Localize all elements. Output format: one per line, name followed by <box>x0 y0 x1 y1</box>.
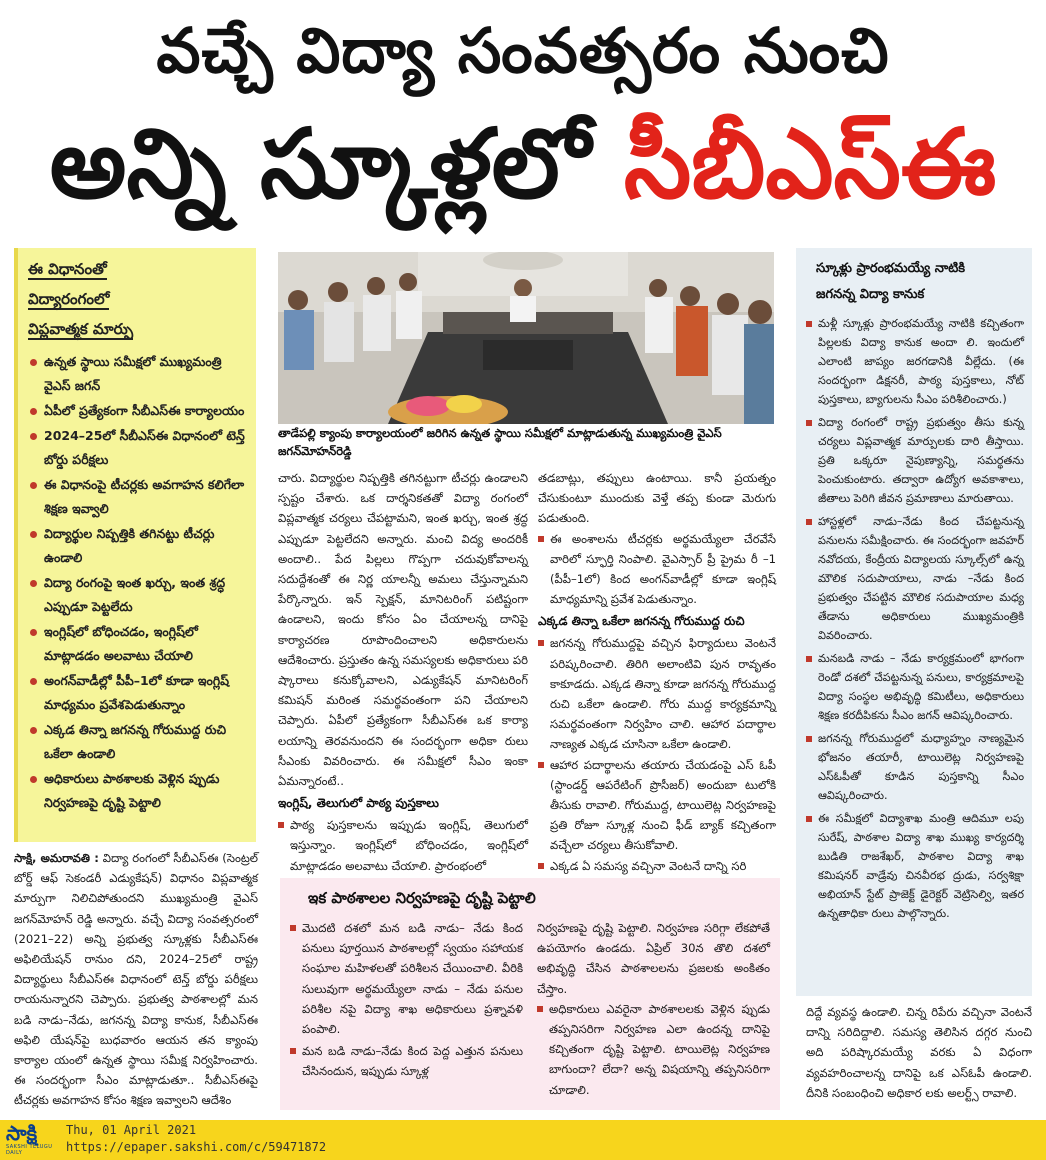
headline-black-part: అన్ని స్కూళ్లలో <box>49 108 591 220</box>
highlight-item: 2024–25లో సీబీఎస్‌ఈ విధానంలో టెన్త్‌ బోర్డు పరీక్షలు <box>28 424 250 472</box>
maintenance-box-title: ఇక పాఠశాలల నిర్వహణపై దృష్టి పెట్టాలి <box>308 889 536 907</box>
article-column-2 <box>278 468 528 876</box>
bullet-paragraph: ఎక్కడ ఏ సమస్య వచ్చినా వెంటనే దాన్ని సరి <box>538 856 776 876</box>
article-continuation: దిద్దే వ్యవస్థ ఉండాలి. చిన్న రిపేరు వచ్చినా వెంటనే దాన్ని సరిదిద్దాలి. సమస్య తెలిసిన దగ్గర నుంచి అది పరిష్కారమయ్యే వరకు ఏ విధంగా వ్యవహరించాలన్న దానిపై ఒక ఎస్‌ఓపీ ఉండాలి. దీనికి సంబంధించి అధికార లకు అలర్ట్స్‌ రావాలి. <box>806 1005 1032 1100</box>
photo-caption: తాడేపల్లి క్యాంపు కార్యాలయంలో జరిగిన ఉన్నత స్థాయి సమీక్షలో మాట్లాడుతున్న ముఖ్యమంత్రి వైఎస్‌ జగన్‌మోహన్‌రెడ్డి <box>278 426 722 458</box>
bullet-paragraph: మొదటి దశలో మన బడి నాడు– నేడు కింద పనులు పూర్తయిన పాఠశాలల్లో స్వయం సహాయక సంఘాల మహిళలతో పరిశీలన చేయించాలి. వీరికి సులువుగా అర్థమయ్యేలా నాడు – నేడు పనుల పరిశీల నపై విద్యా శాఖ అధికారులు ప్రశ్నావళి పంపాలి. <box>290 918 523 1039</box>
bullet-paragraph: ఈ అంశాలను టీచర్లకు అర్థమయ్యేలా చేరవేసే వారిలో స్ఫూర్తి నింపాలి. వైఎస్సార్‌ ప్రీ ప్రైమ రీ –1 (పీపీ–1లో) కింద అంగన్‌వాడీల్లో కూడా ఇంగ్లిష్‌ మాధ్యమాన్ని ప్రవేశ పెడుతున్నాం. <box>538 529 776 610</box>
dateline: సాక్షి, అమరావతి : <box>14 851 99 865</box>
highlights-title-line: ఈ విధానంతో <box>28 260 107 278</box>
article-column-3 <box>538 468 776 876</box>
vidya-kanuka-title-line: స్కూళ్లు ప్రారంభమయ్యే నాటికి <box>816 261 966 276</box>
bullet-paragraph: జగనన్న గోరుముద్దలో మధ్యాహ్నం నాణ్యమైన భోజనం తయారీ, టాయిలెట్ల నిర్వహణపై ఎస్‌ఓపీతో కూడిన పుస్తకాన్ని సీఎం ఆవిష్కరించారు. <box>806 729 1024 805</box>
highlight-item: అధికారులు పాఠశాలకు వెళ్లిన ప్పుడు నిర్వహణపై దృష్టి పెట్టాలి <box>28 767 250 815</box>
bullet-paragraph: ఈ సమీక్షలో విద్యాశాఖ మంత్రి ఆదిమూ లపు సురేష్, పాఠశాల విద్యా శాఖ ముఖ్య కార్యదర్శి బుడితి రాజశేఖర్, పాఠశాల విద్యా శాఖ కమిషనర్‌ వాడ్రేవు చినవీరభ ద్రుడు, సర్వశిక్షా అభియాన్‌ స్టేట్‌ ప్రాజెక్ట్‌ డైరెక్టర్‌ వెట్రిసెల్వి, ఇతర ఉన్నతాధికా రులు పాల్గొన్నారు. <box>806 809 1024 923</box>
bullet-paragraph: మనబడి నాడు – నేడు కార్యక్రమంలో భాగంగా రెండో దశలో చేపట్టనున్న పనులు, కార్యక్రమాలపై విద్యా సంస్థల అభివృద్ధి కమిటీలు, అధికారులు శిక్షణ కరదీపికను సీఎం జగన్‌ ఆవిష్కరించారు. <box>806 649 1024 725</box>
bullet-paragraph: మళ్లీ స్కూళ్లు ప్రారంభమయ్యే నాటికి కచ్చితంగా పిల్లలకు విద్యా కానుక అందా లి. ఇందులో ఎలాంటి జాప్యం జరగడానికి వీల్లేదు. (ఈ సందర్భంగా డిక్షనరీ, పాఠ్య పుస్తకాలు, నోట్‌ పుస్తకాలు, బ్యాగులను సీఎం పరిశీలించారు.) <box>806 314 1024 409</box>
highlight-item: విద్యా రంగంపై ఇంత ఖర్చు, ఇంత శ్రద్ధ ఎప్పుడూ పెట్టలేదు <box>28 571 250 619</box>
meeting-photo-illustration <box>278 252 774 424</box>
column-2-paragraph: చారు. విద్యార్థుల నిష్పత్తికి తగినట్టుగా టీచర్లు ఉండాలని స్పష్టం చేశారు. ఒక దార్శనికతతో విద్యా రంగంలో విప్లవాత్మక చర్యలు చేపట్టామని, ఇంత ఖర్చు, ఇంత శ్రద్ధ ఎప్పుడూ పెట్టలేదని అన్నారు. మంచి విద్య అందరికీ అందాలి.. పేద పిల్లలు గొప్పగా చదువుకోవాలన్న సదుద్దేశంతో ఈ నిర్ణ యాలన్నీ అమలు చేస్తున్నామని పేర్కొన్నారు. ఇన్‌ స్పెక్షన్, మానిటరింగ్‌ పటిష్టంగా ఉండాలని, ఇందు కోసం ఏం చేయాలన్న దానిపై కార్యాచరణ రూపొందించాలని అధికారులను ఆదేశించారు. ప్రస్తుతం ఉన్న సమస్యలకు అధికారులు పరి ష్కారాలు కనుక్కోవాలని, ఎడ్యుకేషన్‌ మానిటరింగ్‌ కమిషన్‌ మరింత సమర్థవంతంగా పని చేయాలని చెప్పారు. ఏపీలో ప్రత్యేకంగా సీబీఎస్‌ఈ ఒక కార్యా లయాన్ని తెరవనుందని ఈ సందర్భంగా అధికా రులు సీఎంకు వివరించారు. ఈ సమీక్షలో సీఎం ఇంకా ఏమన్నారంటే.. <box>278 471 528 789</box>
bullet-paragraph: ఆహార పదార్థాలను తయారు చేయడంపై ఎస్‌ ఓపీ (స్టాండర్డ్‌ ఆపరేటింగ్‌ ప్రొసీజర్‌) అందుబా టులోకి తీసుకు రావాలి. గోరుముద్ద, టాయిలెట్ల నిర్వహణపై ప్రతి రోజూ స్కూళ్ల నుంచి ఫీడ్‌ బ్యాక్‌ కచ్చితంగా వచ్చేలా చర్యలు తీసుకోవాలి. <box>538 755 776 856</box>
highlights-list <box>28 350 250 815</box>
highlights-title-line: విద్యారంగంలో <box>28 290 110 308</box>
headline-red-part: సీబీఎస్‌ఈ <box>623 108 997 220</box>
headline-line-2 <box>0 104 1046 224</box>
highlight-item: ఈ విధానంపై టీచర్లకు అవగాహన కలిగేలా శిక్షణ ఇవ్వాలి <box>28 473 250 521</box>
subheading-gorumudda: ఎక్కడ తిన్నా ఒకేలా జగనన్న గోరుముద్ద రుచి <box>538 614 745 629</box>
highlight-item: విద్యార్థుల నిష్పత్తికి తగినట్టు టీచర్లు ఉండాలి <box>28 522 250 570</box>
maintenance-paragraph: నిర్వహణపై దృష్టి పెట్టాలి. నిర్వహణ సరిగ్గా లేకపోతే ఉపయోగం ఉండదు. ఏప్రిల్‌ 30న తొలి దశలో అభివృద్ధి చేసిన పాఠశాలలను ప్రజలకు అంకితం చేస్తాం. <box>537 921 770 996</box>
subheading-textbooks: ఇంగ్లిష్, తెలుగులో పాఠ్య పుస్తకాలు <box>278 796 439 811</box>
article-lead-body: విద్యా రంగంలో సీబీఎస్‌ఈ (సెంట్రల్‌ బోర్డ్‌ ఆఫ్‌ సెకండరీ ఎడ్యుకేషన్‌) విధానం విప్లవాత్మక మార్పుగా నిలిచిపోతుందని ముఖ్యమంత్రి వైఎస్‌ జగన్‌మోహన్‌ రెడ్డి అన్నారు. వచ్చే విద్యా సంవత్సరంలో (2021–22) అన్ని ప్రభుత్వ స్కూళ్లకు సీబీఎస్‌ఈ అఫిలియేషన్‌ రానుం దని, 2024–25లో రాష్ట్ర విద్యార్థులు సీబీఎస్‌ఈ విధానంలో టెన్త్‌ బోర్డు పరీక్షలు రాయనున్నారని చెప్పారు. ప్రభుత్వ పాఠశాలల్లో మన బడి నాడు–నేడు, జగనన్న విద్యా కానుక, సీబీఎస్‌ఈ అఫిలి యేషన్‌పై బుధవారం ఆయన తన క్యాంపు కార్యాల యంలో ఉన్నత స్థాయి సమీక్ష నిర్వహించారు. ఈ సందర్భంగా సీఎం మాట్లాడుతూ.. సీబీఎస్‌ఈపై టీచర్లకు అవగాహన కోసం శిక్షణ ఇవ్వాలని ఆదేశిం <box>14 851 259 1108</box>
maintenance-right-column <box>537 918 770 1102</box>
footer-bar <box>0 1120 1046 1160</box>
highlights-box <box>14 248 256 842</box>
highlights-title-line: విప్లవాత్మక మార్పు <box>28 320 134 338</box>
headline-line-1: వచ్చే విద్యా సంవత్సరం నుంచి <box>156 14 890 87</box>
highlight-item: ఇంగ్లిష్‌లో బోధించడం, ఇంగ్లిష్‌లో మాట్లాడడం అలవాటు చేయాలి <box>28 620 250 668</box>
sakshi-logo[interactable] <box>6 1122 58 1158</box>
bullet-paragraph: మన బడి నాడు–నేడు కింద పెద్ద ఎత్తున పనులు చేసినందున, ఇప్పుడు స్కూళ్ల <box>290 1041 523 1081</box>
highlight-item: అంగన్‌వాడీల్లో పీపీ–1లో కూడా ఇంగ్లిష్‌ మాధ్యమం ప్రవేశపెడుతున్నాం <box>28 669 250 717</box>
bullet-paragraph: విద్యా రంగంలో రాష్ట్ర ప్రభుత్వం తీసు కున్న చర్యలు విప్లవాత్మక మార్పులకు దారి తీస్తాయి. ప్రతి ఒక్కరూ నైపుణ్యాన్ని, సమర్థతను పెంచుకుంటారు. తద్వారా ఉద్యోగ అవకాశాలు, జీతాలు పెరిగి జీవన ప్రమాణాలు మారుతాయి. <box>806 413 1024 508</box>
sakshi-logo-subtext: SAKSHI TELUGU DAILY <box>6 1144 53 1156</box>
highlight-item: ఉన్నత స్థాయి సమీక్షలో ముఖ్యమంత్రి వైఎస్‌ జగన్‌ <box>28 350 250 398</box>
meeting-photo <box>278 252 774 424</box>
column-3-paragraph: తడబాట్లు, తప్పులు ఉంటాయి. కానీ ప్రయత్నం చేసుకుంటూ ముందుకు వెళ్తే తప్ప కుండా మెరుగు పడుతుంది. <box>538 471 776 526</box>
highlight-item: ఎక్కడ తిన్నా జగనన్న గోరుముద్ద రుచి ఒకేలా ఉండాలి <box>28 718 250 766</box>
bullet-paragraph: జగనన్న గోరుముద్దపై వచ్చిన ఫిర్యాదులు వెంటనే పరిష్కరించాలి. తిరిగి అలాంటివి పున రావృతం కాకూడదు. ఎక్కడ తిన్నా కూడా జగనన్న గోరుముద్ద రుచి ఒకేలా ఉండాలి. గోరు ముద్ద కార్యక్రమాన్ని సమర్థవంతంగా నిర్వహిం చాలి. ఆహార పదార్థాల నాణ్యత ఎక్కడ చూసినా ఒకేలా ఉండాలి. <box>538 633 776 754</box>
bullet-paragraph: పాఠ్య పుస్తకాలను ఇప్పుడు ఇంగ్లిష్, తెలుగులో ఇస్తున్నాం. ఇంగ్లిష్‌లో బోధించడం, ఇంగ్లిష్‌లో మాట్లాడడం అలవాటు చేయాలి. ప్రారంభంలో <box>278 815 528 876</box>
highlight-item: ఏపీలో ప్రత్యేకంగా సీబీఎస్‌ఈ కార్యాలయం <box>28 399 250 423</box>
sakshi-logo-text: సాక్షి <box>6 1121 38 1145</box>
bullet-paragraph: అధికారులు ఎవరైనా పాఠశాలలకు వెళ్లిన ప్పుడు తప్పనిసరిగా నిర్వహణ ఎలా ఉందన్న దానిపై కచ్చితంగా దృష్టి పెట్టాలి. టాయిలెట్ల నిర్వహణ బాగుందా? లేదా? అన్న విషయాన్ని తప్పనిసరిగా చూడాలి. <box>537 999 770 1100</box>
vidya-kanuka-title-line: జగనన్న విద్యా కానుక <box>816 287 925 302</box>
edition-date: Thu, 01 April 2021 <box>66 1123 197 1137</box>
epaper-link[interactable]: https://epaper.sakshi.com/c/59471872 <box>66 1140 327 1154</box>
maintenance-box <box>280 878 780 1110</box>
article-lead <box>14 848 258 1111</box>
highlights-title <box>28 254 250 344</box>
bullet-paragraph: హాస్టళ్లలో నాడు–నేడు కింద చేపట్టనున్న పనులను సమీక్షించారు. ఈ సందర్భంగా జవహర్‌ నవోదయ, కేంద్రీయ విద్యాలయ స్కూల్స్‌లో ఉన్న మౌలిక సదుపాయాలు, నాడు –నేడు కింద ప్రభుత్వం చేపట్టిన మౌలిక సదుపాయాల మధ్య తేడాను అధికారులు ముఖ్యమంత్రికి వివరించారు. <box>806 512 1024 645</box>
vidya-kanuka-box <box>796 248 1032 996</box>
vidya-kanuka-title <box>816 256 1024 308</box>
maintenance-left-column <box>290 918 523 1102</box>
